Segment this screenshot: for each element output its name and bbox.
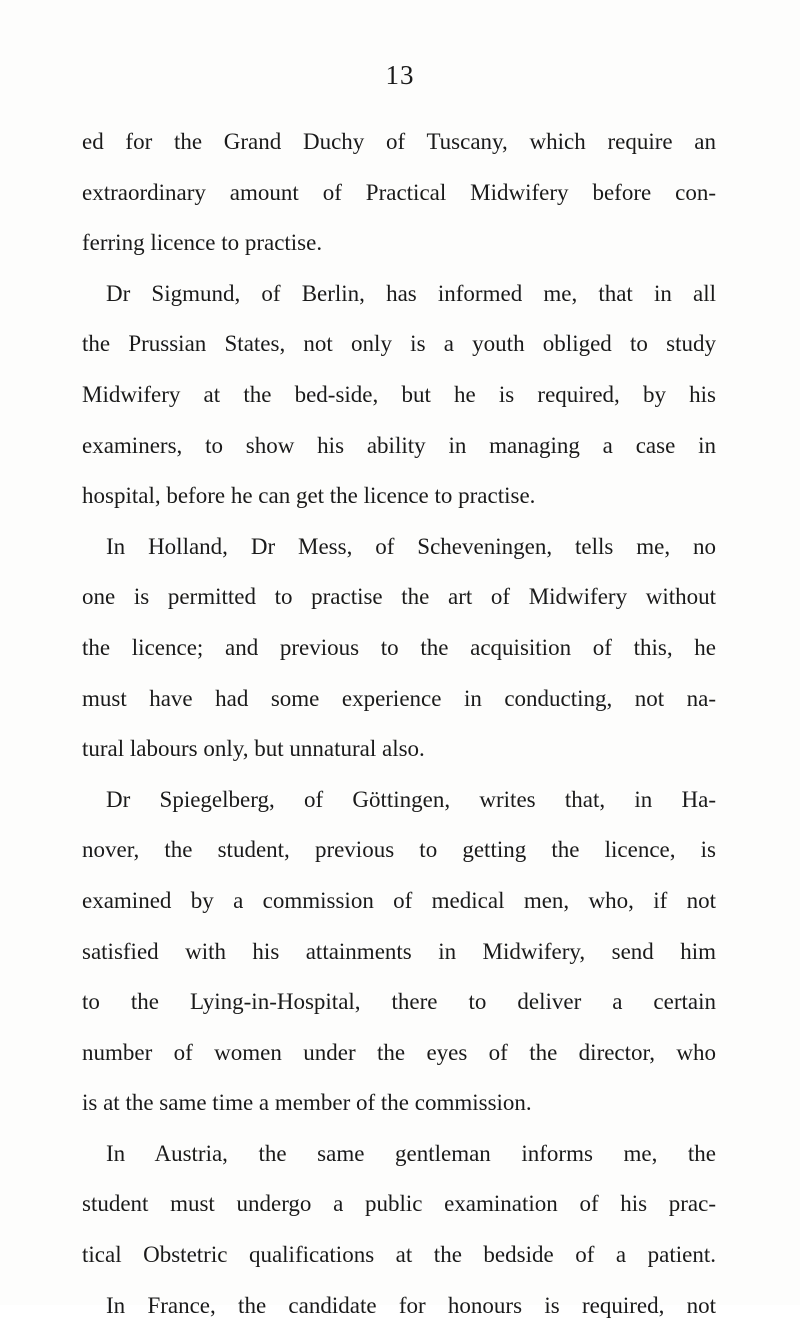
text-line: ed for the Grand Duchy of Tuscany, which require an (82, 129, 716, 154)
text-line: nover, the student, previous to getting the licence, is (82, 837, 716, 863)
text-line: satisfied with his attainments in Midwifery, send him (82, 938, 716, 964)
text-line: In Austria, the same gentleman informs me, the (106, 1140, 716, 1166)
text-line: extraordinary amount of Practical Midwifery before con- (82, 179, 716, 205)
text-line: In Holland, Dr Mess, of Scheveningen, tells me, no (106, 533, 716, 559)
text-line: hospital, before he can get the licence to practise. (82, 483, 536, 509)
text-line: one is permitted to practise the art of Midwifery without (82, 584, 716, 610)
text-line: Dr Sigmund, of Berlin, has informed me, that in all (106, 280, 716, 306)
text-line: student must undergo a public examination of his prac- (82, 1191, 716, 1217)
text-line: examined by a commission of medical men, who, if not (82, 887, 716, 913)
text-line: the Prussian States, not only is a youth obliged to study (82, 331, 716, 357)
text-line: Dr Spiegelberg, of Göttingen, writes that, in Ha- (106, 786, 716, 812)
text-line: examiners, to show his ability in managing a case in (82, 432, 716, 458)
text-line: tical Obstetric qualifications at the bedside of a patient. (82, 1242, 716, 1268)
text-line: ferring licence to practise. (82, 230, 323, 256)
text-line: number of women under the eyes of the director, who (82, 1039, 716, 1065)
text-line: is at the same time a member of the commission. (82, 1090, 532, 1116)
text-line: the licence; and previous to the acquisition of this, he (82, 634, 716, 660)
page-number: 13 (385, 60, 415, 90)
body-text (82, 128, 716, 1342)
text-line: In France, the candidate for honours is required, not (106, 1292, 716, 1318)
text-line: to the Lying-in-Hospital, there to deliver a certain (82, 989, 716, 1015)
text-line: must have had some experience in conducting, not na- (82, 685, 716, 711)
text-line: Midwifery at the bed-side, but he is required, by his (82, 381, 716, 407)
text-line: tural labours only, but unnatural also. (82, 736, 425, 762)
